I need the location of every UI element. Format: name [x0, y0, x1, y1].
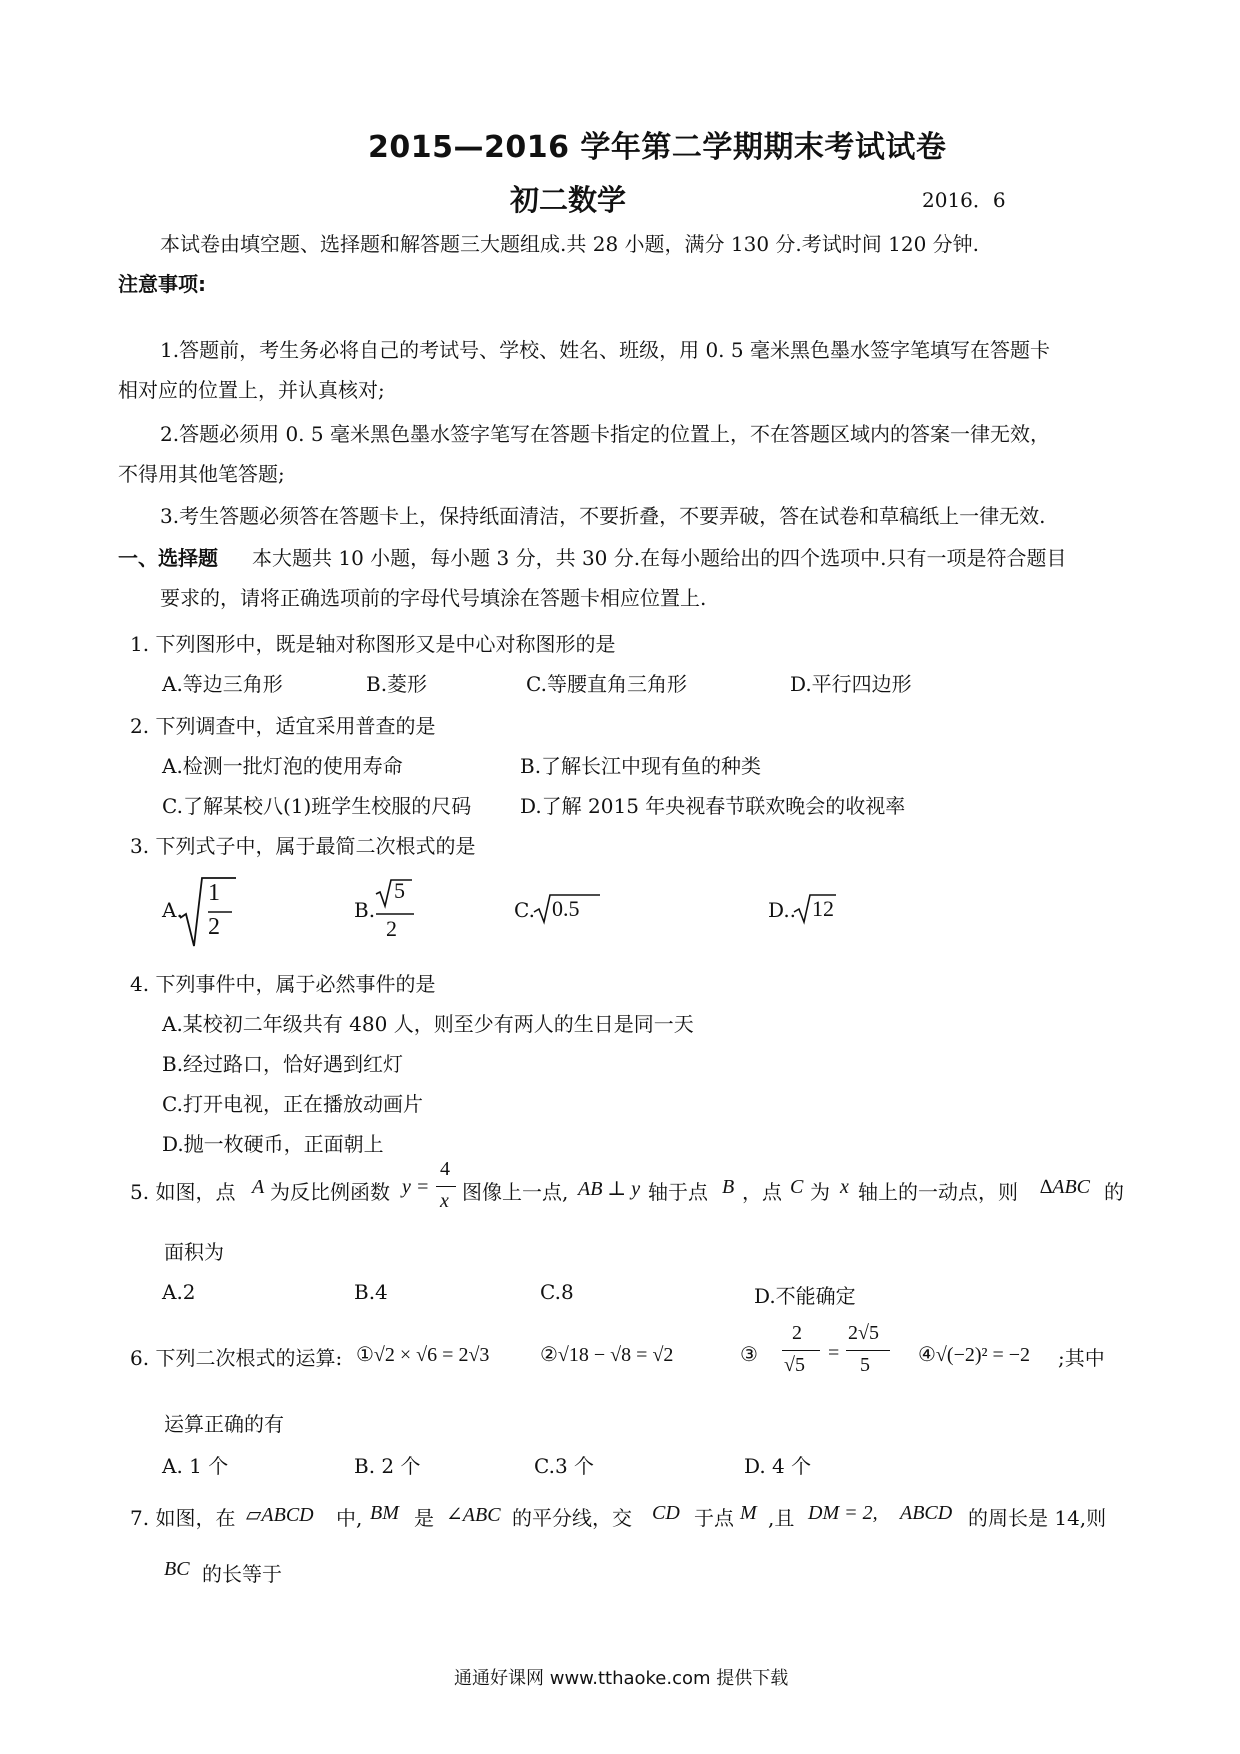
q4-option-d: D.抛一枚硬币，正面朝上 [162, 1132, 384, 1156]
q5-y-equals: y = [402, 1176, 430, 1198]
section-1-label: 一、选择题 [118, 546, 218, 570]
q3-option-a-denominator: 2 [208, 914, 220, 940]
q2-option-a: A.检测一批灯泡的使用寿命 [162, 754, 403, 778]
q2-option-c: C.了解某校八(1)班学生校服的尺码 [162, 794, 472, 818]
q7-stem-start: 7. 如图，在 [130, 1506, 236, 1530]
q5-text-6: 轴上的一动点，则 [858, 1180, 1018, 1204]
q5-text-4: ，点 [742, 1180, 782, 1204]
q1-option-d: D.平行四边形 [790, 672, 912, 696]
q7-cd: CD [652, 1502, 680, 1524]
q5-option-d: D.不能确定 [754, 1284, 856, 1308]
note-3: 3.考生答题必须答在答题卡上，保持纸面清洁，不要折叠，不要弄破，答在试卷和草稿纸上一律无效. [160, 504, 1046, 528]
q5-point-c: C [790, 1176, 804, 1198]
section-1-desc-line-1: 本大题共 10 小题，每小题 3 分，共 30 分.在每小题给出的四个选项中.只有一项是符合题目 [252, 546, 1067, 570]
q7-stem-line-2: 的长等于 [202, 1562, 282, 1586]
q7-parallelogram: ▱ABCD [246, 1504, 314, 1526]
q4-option-c: C.打开电视，正在播放动画片 [162, 1092, 423, 1116]
section-1-desc-line-2: 要求的，请将正确选项前的字母代号填涂在答题卡相应位置上. [160, 586, 707, 610]
q7-bc: BC [164, 1558, 190, 1580]
q5-text-2: 图像上一点, [462, 1180, 569, 1204]
q3-option-b-radicand: 5 [394, 878, 405, 903]
q5-option-b: B.4 [354, 1280, 388, 1304]
q5-text-1: 为反比例函数 [270, 1180, 390, 1204]
q3-option-c-radicand: 0.5 [552, 896, 580, 921]
q6-option-a: A. 1 个 [162, 1454, 229, 1478]
page-footer: 通通好课网 www.tthaoke.com 提供下载 [454, 1668, 789, 1689]
q6-expression-2: ②√18 − √8 = √2 [540, 1344, 674, 1366]
q1-stem: 1. 下列图形中，既是轴对称图形又是中心对称图形的是 [130, 632, 616, 656]
q5-option-c: C.8 [540, 1280, 574, 1304]
q1-option-b: B.菱形 [366, 672, 428, 696]
q6-option-d: D. 4 个 [744, 1454, 812, 1478]
q6-expression-1: ①√2 × √6 = 2√3 [356, 1344, 490, 1366]
q6-expression-3-equals: = [828, 1342, 840, 1364]
q5-text-5: 为 [810, 1180, 830, 1204]
q7-m: M [740, 1502, 757, 1524]
q6-expression-3-result-denominator: 5 [860, 1354, 870, 1376]
q5-triangle-abc: ∆ABC [1040, 1176, 1091, 1198]
q7-abcd: ABCD [900, 1502, 953, 1524]
q4-option-b: B.经过路口，恰好遇到红灯 [162, 1052, 404, 1076]
q5-fraction-bar [436, 1186, 456, 1187]
exam-subtitle: 初二数学 [510, 183, 627, 217]
q3-option-d-radicand: 12 [812, 896, 834, 921]
q6-tail: ;其中 [1058, 1346, 1105, 1370]
q7-angle-abc: ∠ABC [446, 1504, 501, 1526]
q6-circle-3: ③ [740, 1342, 758, 1366]
q3-option-a-label: A. [162, 898, 183, 922]
q5-fraction-numerator: 4 [440, 1158, 450, 1180]
q5-point-b: B [722, 1176, 735, 1198]
note-1-line-1: 1.答题前，考生务必将自己的考试号、学校、姓名、班级，用 0. 5 毫米黑色墨水签字笔填写在答题卡 [160, 338, 1050, 362]
exam-title: 2015—2016 学年第二学期期末考试试卷 [368, 130, 947, 165]
q1-option-a: A.等边三角形 [162, 672, 283, 696]
q7-text-1: 中, [336, 1506, 363, 1530]
q6-expression-4: ④√(−2)² = −2 [918, 1344, 1031, 1366]
q5-fraction-denominator: x [440, 1190, 449, 1212]
q1-option-c: C.等腰直角三角形 [526, 672, 687, 696]
notes-heading: 注意事项: [118, 272, 206, 296]
q4-option-a: A.某校初二年级共有 480 人，则至少有两人的生日是同一天 [162, 1012, 694, 1036]
q5-point-a: A [252, 1176, 265, 1198]
exam-date: 2016．6 [922, 188, 1006, 212]
q3-option-b-label: B. [354, 898, 376, 922]
q6-expression-3-result-bar [846, 1350, 890, 1351]
q7-bm: BM [370, 1502, 399, 1524]
q3-stem: 3. 下列式子中，属于最简二次根式的是 [130, 834, 476, 858]
q7-text-3: 的平分线，交 [512, 1506, 632, 1530]
q7-text-6: 的周长是 14,则 [968, 1506, 1107, 1530]
note-2-line-1: 2.答题必须用 0. 5 毫米黑色墨水签字笔写在答题卡指定的位置上，不在答题区域内的答案一律无效， [160, 422, 1050, 446]
q5-stem-start: 5. 如图，点 [130, 1180, 236, 1204]
q3-option-d-label: D.. [768, 898, 797, 922]
q6-expression-3-denominator: √5 [784, 1354, 805, 1376]
q7-text-5: ,且 [768, 1506, 795, 1530]
note-1-line-2: 相对应的位置上，并认真核对; [118, 378, 385, 402]
q4-stem: 4. 下列事件中，属于必然事件的是 [130, 972, 436, 996]
q5-stem-line-2: 面积为 [164, 1240, 224, 1264]
q6-stem-line-2: 运算正确的有 [164, 1412, 284, 1436]
q2-stem: 2. 下列调查中，适宜采用普查的是 [130, 714, 436, 738]
q7-text-2: 是 [414, 1506, 434, 1530]
q2-option-d: D.了解 2015 年央视春节联欢晚会的收视率 [520, 794, 906, 818]
q5-text-end: 的 [1104, 1180, 1124, 1204]
q2-option-b: B.了解长江中现有鱼的种类 [520, 754, 762, 778]
q6-option-b: B. 2 个 [354, 1454, 421, 1478]
intro-text: 本试卷由填空题、选择题和解答题三大题组成.共 28 小题，满分 130 分.考试时间 120 分钟. [160, 232, 980, 256]
q6-stem: 6. 下列二次根式的运算: [130, 1346, 343, 1370]
q7-dm-equals: DM = 2, [808, 1502, 878, 1524]
q6-expression-3-bar [782, 1350, 820, 1351]
q3-option-b-denominator: 2 [386, 916, 397, 941]
q5-x: x [840, 1176, 849, 1198]
q6-option-c: C.3 个 [534, 1454, 595, 1478]
q5-text-3: 轴于点 [648, 1180, 708, 1204]
q5-ab-perp-y: AB ⊥ y [578, 1178, 641, 1200]
note-2-line-2: 不得用其他笔答题; [118, 462, 285, 486]
q7-text-4: 于点 [694, 1506, 734, 1530]
q6-expression-3-result-numerator: 2√5 [848, 1322, 879, 1344]
q5-option-a: A.2 [162, 1280, 196, 1304]
q6-expression-3-numerator: 2 [792, 1322, 802, 1344]
q3-option-c-label: C. [514, 898, 535, 922]
q3-option-a-numerator: 1 [208, 880, 220, 906]
